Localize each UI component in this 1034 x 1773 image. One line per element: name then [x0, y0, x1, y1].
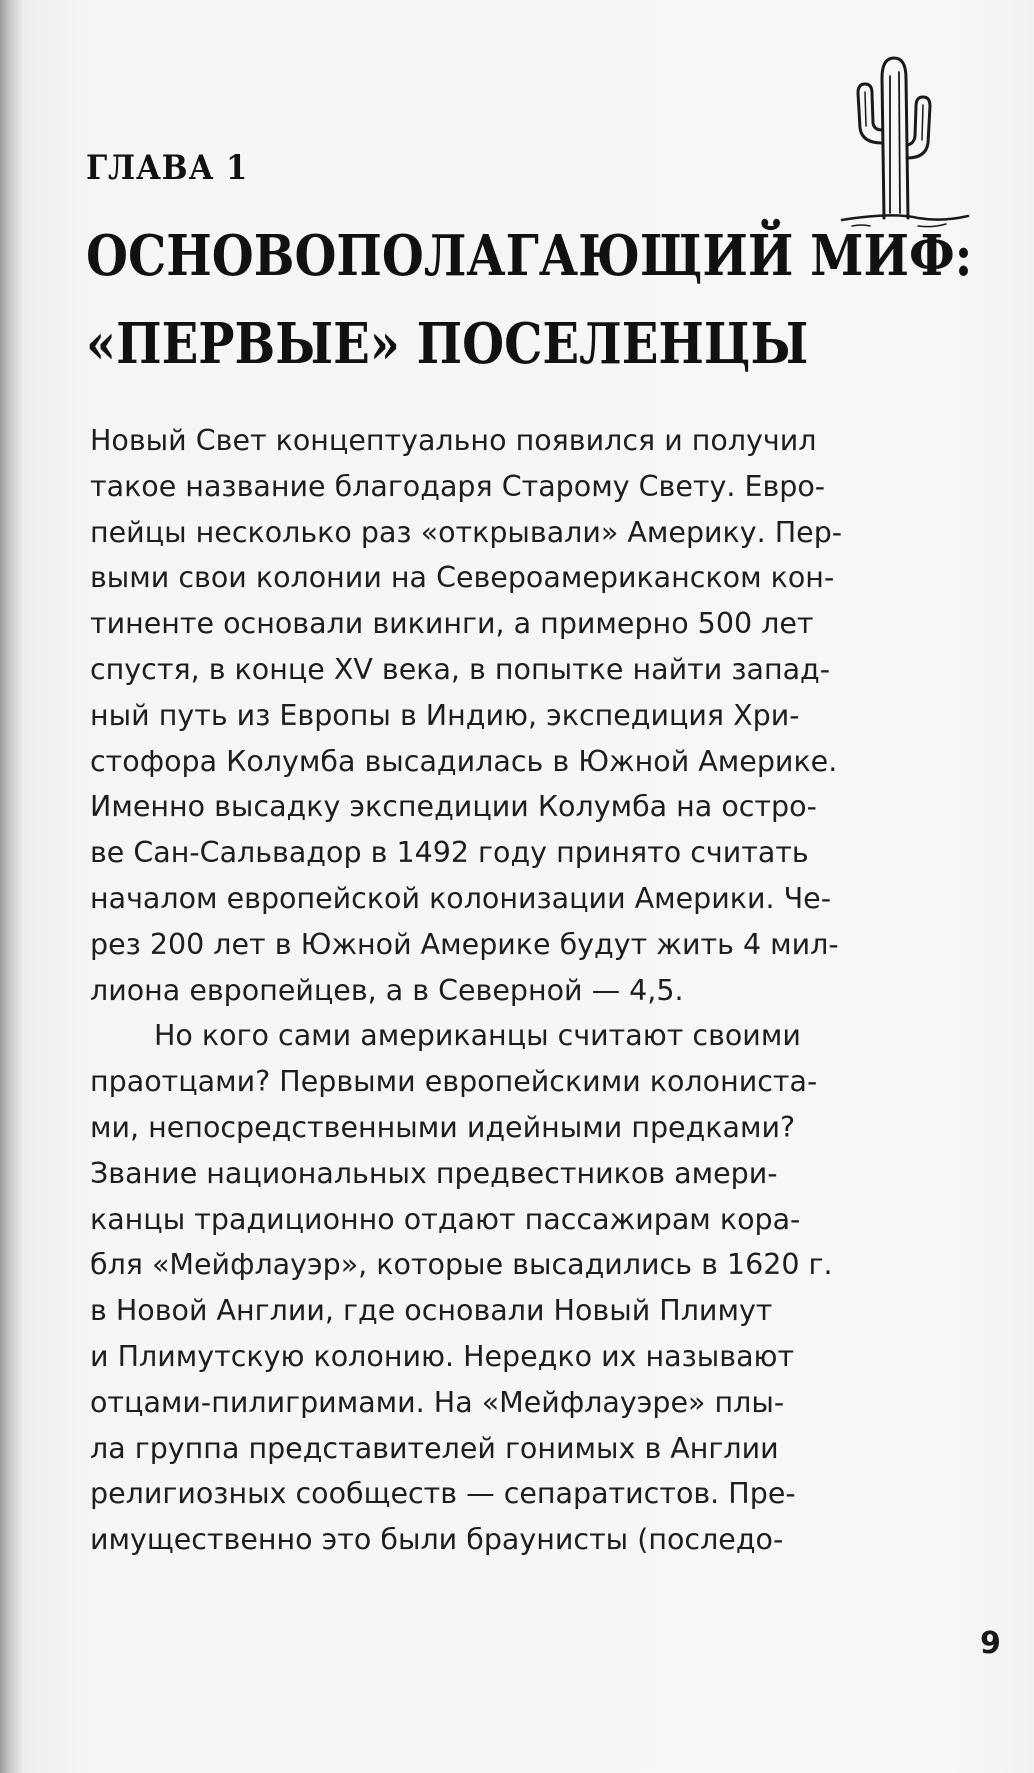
chapter-title-line-1: ОСНОВОПОЛАГАЮЩИЙ МИФ:: [86, 223, 973, 289]
text-line: имущественно это были браунисты (последо-: [90, 1523, 784, 1557]
text-line: выми свои колонии на Североамериканском кон-: [90, 561, 835, 595]
book-page: [22, 0, 1034, 1773]
chapter-title: [86, 212, 972, 388]
text-line: религиозных сообществ — сепаратистов. Пре-: [90, 1477, 796, 1511]
chapter-label: ГЛАВА 1: [86, 148, 249, 188]
text-line: канцы традиционно отдают пассажирам кора-: [90, 1202, 801, 1236]
text-line: рез 200 лет в Южной Америке будут жить 4 мил-: [90, 927, 839, 961]
text-line: такое название благодаря Старому Свету. Евро-: [90, 469, 826, 503]
text-line: ве Сан-Сальвадор в 1492 году принято считать: [90, 836, 809, 870]
paragraph-start-line: Но кого сами американцы считают своими: [154, 1019, 801, 1053]
text-line: ный путь из Европы в Индию, экспедиция Хри-: [90, 698, 800, 732]
text-line: в Новой Англии, где основали Новый Плимут: [90, 1294, 773, 1328]
text-line: началом европейской колонизации Америки. Че-: [90, 881, 831, 915]
chapter-title-line-2: «ПЕРВЫЕ» ПОСЕЛЕНЦЫ: [86, 311, 809, 377]
text-line: отцами-пилигримами. На «Мейфлауэре» плы-: [90, 1385, 785, 1419]
page-number: 9: [980, 1626, 1001, 1661]
text-line: лиона европейцев, а в Северной — 4,5.: [90, 973, 684, 1007]
text-line: Новый Свет концептуально появился и получил: [90, 424, 817, 457]
body-text: [90, 418, 902, 1563]
text-line: и Плимутскую колонию. Нередко их называют: [90, 1339, 795, 1373]
text-line: спустя, в конце XV века, в попытке найти запад-: [90, 652, 831, 686]
text-line: тиненте основали викинги, а примерно 500 лет: [90, 607, 814, 641]
book-binding-shadow: [0, 0, 22, 1773]
cactus-icon: [822, 48, 972, 238]
text-line: бля «Мейфлауэр», которые высадились в 1620 г.: [90, 1248, 833, 1282]
text-line: праотцами? Первыми европейскими колониста-: [90, 1065, 818, 1099]
text-line: стофора Колумба высадилась в Южной Америке.: [90, 744, 838, 778]
text-line: ми, непосредственными идейными предками?: [90, 1110, 796, 1144]
text-line: ла группа представителей гонимых в Англии: [90, 1431, 779, 1465]
text-line: пейцы несколько раз «открывали» Америку. Пер-: [90, 515, 843, 549]
text-line: Именно высадку экспедиции Колумба на остро-: [90, 790, 817, 824]
text-line: Звание национальных предвестников амери-: [90, 1156, 778, 1190]
